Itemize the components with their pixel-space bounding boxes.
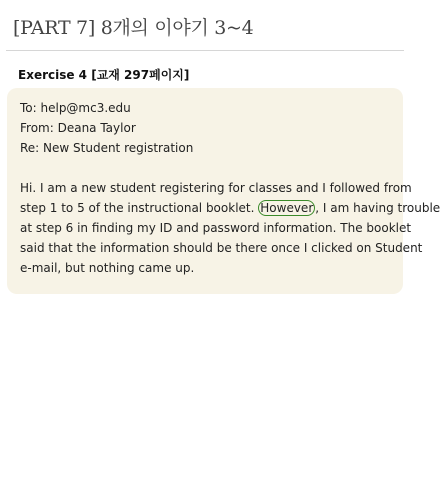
email-body-line-1: Hi. I am a new student registering for classes and I followed from bbox=[20, 181, 412, 195]
email-from-line: From: Deana Taylor bbox=[20, 121, 136, 135]
highlighted-word: However bbox=[260, 201, 314, 215]
email-subject-line: Re: New Student registration bbox=[20, 141, 194, 155]
page-title: [PART 7] 8개의 이야기 3~4 bbox=[13, 17, 254, 39]
title-divider bbox=[6, 50, 404, 51]
email-body-line-3: at step 6 in finding my ID and password information. The booklet bbox=[20, 221, 412, 235]
email-body-line-2 bbox=[20, 198, 440, 218]
exercise-heading: Exercise 4 [교재 297페이지] bbox=[18, 68, 190, 82]
email-to-line: To: help@mc3.edu bbox=[20, 101, 131, 115]
email-body bbox=[20, 178, 440, 278]
passage-box bbox=[7, 88, 440, 294]
email-body-line-2-end: , I am having trouble bbox=[315, 201, 440, 215]
email-body-line-2-start: step 1 to 5 of the instructional booklet. bbox=[20, 201, 255, 215]
email-body-line-5: e-mail, but nothing came up. bbox=[20, 261, 195, 275]
email-body-line-4: said that the information should be there once I clicked on Student bbox=[20, 241, 423, 255]
